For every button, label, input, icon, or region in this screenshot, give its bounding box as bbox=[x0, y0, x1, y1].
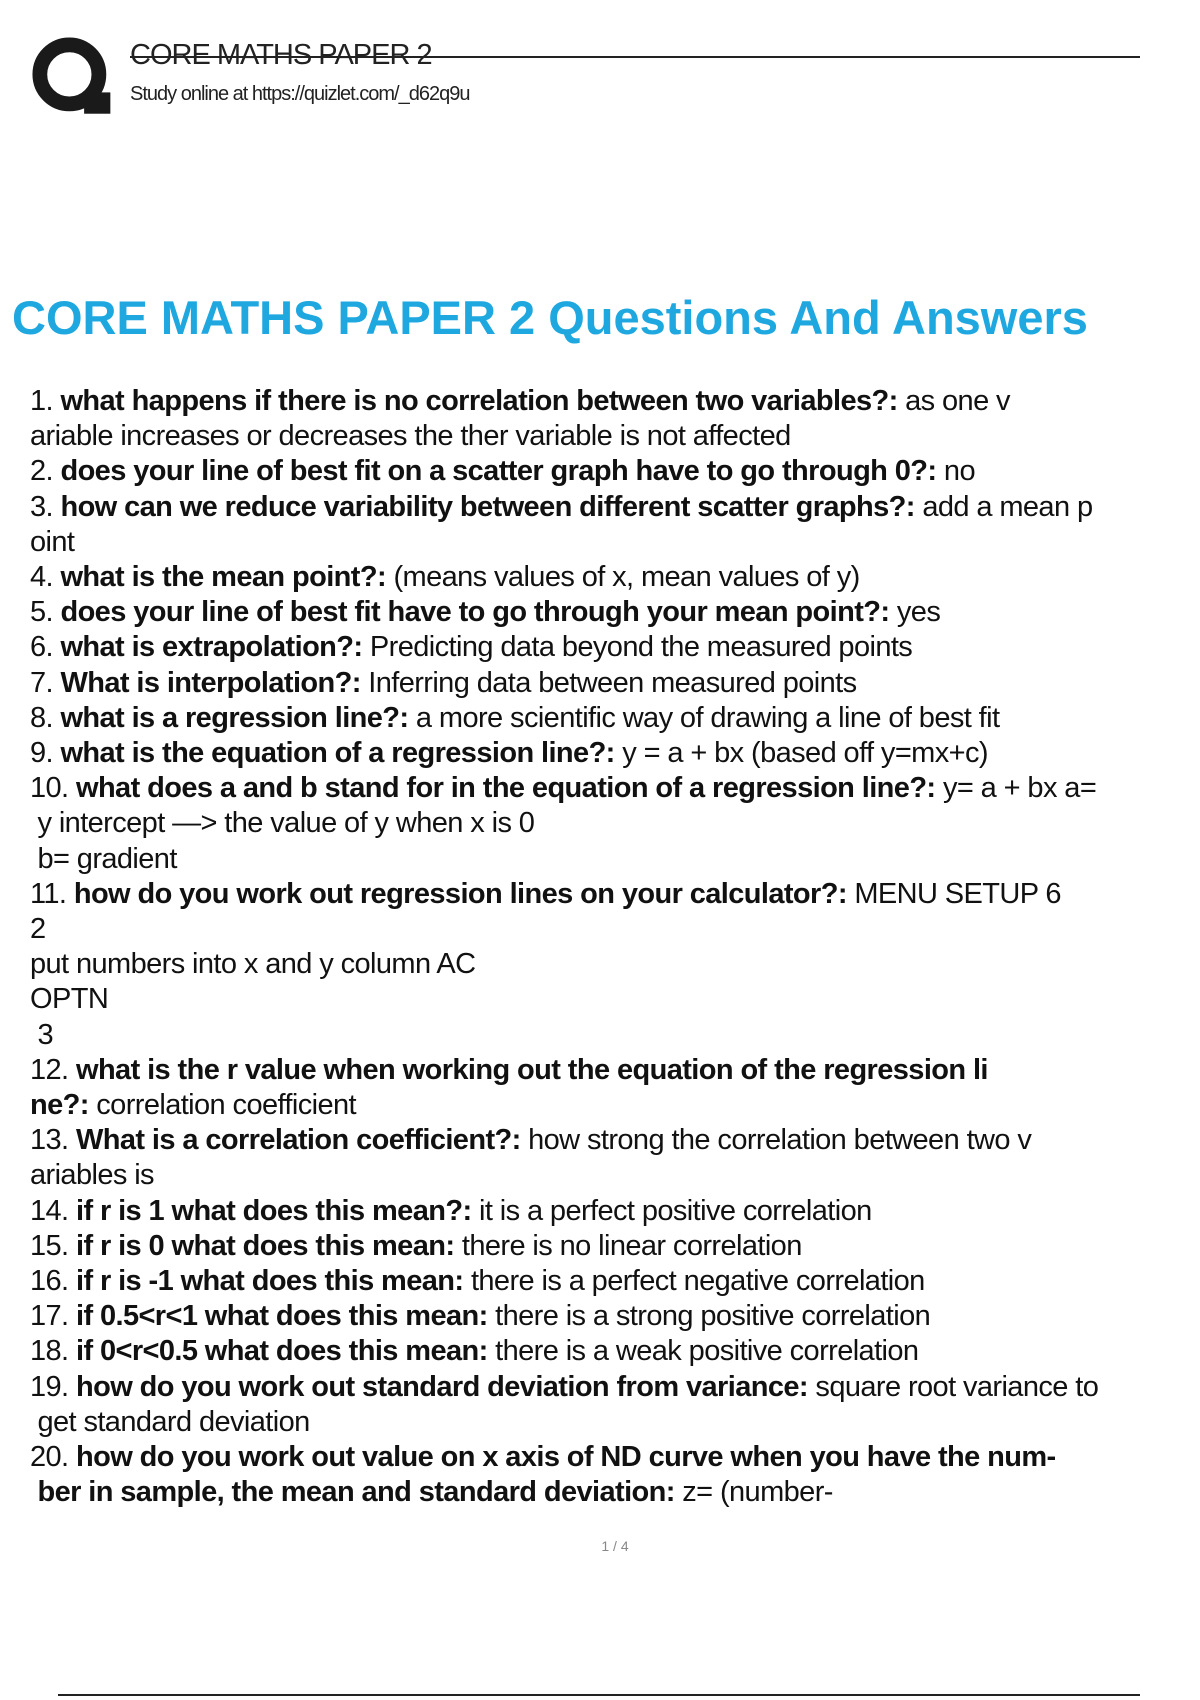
header-title: CORE MATHS PAPER 2 bbox=[130, 39, 432, 71]
question-text: what is the equation of a regression line?: bbox=[60, 737, 615, 770]
question-text: what happens if there is no correlation between two variables?: bbox=[60, 385, 898, 417]
item-number: 15. bbox=[30, 1229, 76, 1262]
item-number: 16. bbox=[30, 1265, 76, 1298]
footer-divider bbox=[58, 1694, 1140, 1696]
question-answer-list bbox=[30, 384, 1200, 1511]
question-text: what is extrapolation?: bbox=[60, 631, 363, 664]
answer-text: no bbox=[936, 455, 975, 488]
qa-item bbox=[30, 454, 1200, 489]
item-number: 20. bbox=[30, 1441, 76, 1474]
answer-text: a more scientific way of drawing a line of best fit bbox=[408, 701, 1000, 734]
question-text: if 0.5<r<1 what does this mean: bbox=[75, 1300, 488, 1333]
question-text: how do you work out value on x axis of ND curve when you have the num- ber in sample, the mean and standard deviation: bbox=[37, 1441, 1056, 1509]
item-number: 9. bbox=[30, 737, 61, 770]
answer-text: y= a + bx a= y intercept —> the value of y when x is 0 b= gradient bbox=[37, 772, 1097, 875]
qa-item bbox=[30, 490, 1200, 560]
quizlet-q-logo-icon bbox=[30, 35, 112, 117]
item-number: 17. bbox=[30, 1300, 76, 1333]
qa-item bbox=[30, 1440, 1200, 1510]
qa-item bbox=[30, 1370, 1200, 1440]
item-number: 12. bbox=[30, 1053, 76, 1086]
page-header bbox=[30, 30, 1140, 120]
question-text: what does a and b stand for in the equation of a regression line?: bbox=[75, 772, 936, 805]
item-number: 2. bbox=[30, 455, 61, 488]
item-number: 4. bbox=[30, 561, 61, 594]
answer-text: z= (number- bbox=[674, 1476, 833, 1509]
item-number: 10. bbox=[30, 772, 76, 805]
item-number: 5. bbox=[30, 596, 61, 629]
qa-item bbox=[30, 771, 1200, 877]
answer-text: (means values of x, mean values of y) bbox=[386, 561, 860, 594]
qa-item bbox=[30, 384, 1200, 454]
item-number: 6. bbox=[30, 631, 61, 664]
item-number: 1. bbox=[30, 385, 61, 417]
answer-text: there is a strong positive correlation bbox=[487, 1300, 931, 1333]
qa-item bbox=[30, 1053, 1200, 1123]
item-number: 11. bbox=[30, 877, 74, 910]
answer-text: MENU SETUP 6 2 put numbers into x and y column AC OPTN 3 bbox=[30, 877, 1061, 1051]
question-text: What is interpolation?: bbox=[60, 666, 361, 699]
question-text: what is the mean point?: bbox=[60, 561, 387, 594]
qa-item bbox=[30, 560, 1200, 595]
answer-text: Predicting data beyond the measured points bbox=[362, 631, 913, 664]
qa-item bbox=[30, 1264, 1200, 1299]
answer-text: how strong the correlation between two v ariables is bbox=[30, 1124, 1032, 1192]
qa-item bbox=[30, 877, 1200, 1053]
question-text: if r is 1 what does this mean?: bbox=[75, 1194, 472, 1227]
item-number: 8. bbox=[30, 701, 61, 734]
answer-text: Inferring data between measured points bbox=[360, 666, 857, 699]
qa-item bbox=[30, 666, 1200, 701]
question-text: does your line of best fit on a scatter graph have to go through 0?: bbox=[60, 455, 937, 488]
answer-text: there is a weak positive correlation bbox=[487, 1335, 919, 1368]
item-number: 18. bbox=[30, 1335, 76, 1368]
qa-item bbox=[30, 630, 1200, 665]
question-text: if r is -1 what does this mean: bbox=[75, 1265, 464, 1298]
item-number: 14. bbox=[30, 1194, 76, 1227]
page-number: 1 / 4 bbox=[601, 1538, 629, 1554]
answer-text: correlation coefficient bbox=[88, 1089, 356, 1122]
question-text: how do you work out standard deviation from variance: bbox=[75, 1370, 808, 1403]
study-online-link[interactable]: Study online at https://quizlet.com/_d62q9u bbox=[130, 83, 470, 105]
answer-text: yes bbox=[889, 596, 941, 629]
answer-text: as one v ariable increases or decreases the ther variable is not affected bbox=[30, 385, 1010, 453]
item-number: 19. bbox=[30, 1370, 76, 1403]
item-number: 3. bbox=[30, 490, 61, 523]
qa-item bbox=[30, 595, 1200, 630]
qa-item bbox=[30, 1194, 1200, 1229]
answer-text: there is no linear correlation bbox=[454, 1229, 802, 1262]
qa-item bbox=[30, 701, 1200, 736]
question-text: if 0<r<0.5 what does this mean: bbox=[75, 1335, 488, 1368]
answer-text: y = a + bx (based off y=mx+c) bbox=[614, 737, 988, 770]
answer-text: there is a perfect negative correlation bbox=[463, 1265, 925, 1298]
question-text: does your line of best fit have to go through your mean point?: bbox=[60, 596, 890, 629]
question-text: what is the r value when working out the equation of the regression li ne?: bbox=[30, 1053, 988, 1122]
document-title: CORE MATHS PAPER 2 Questions And Answers bbox=[12, 291, 1088, 344]
qa-item bbox=[30, 736, 1200, 771]
answer-text: it is a perfect positive correlation bbox=[471, 1194, 872, 1227]
question-text: how can we reduce variability between different scatter graphs?: bbox=[60, 490, 915, 523]
qa-item bbox=[30, 1123, 1200, 1193]
qa-item bbox=[30, 1299, 1200, 1334]
question-text: What is a correlation coefficient?: bbox=[75, 1124, 521, 1157]
question-text: what is a regression line?: bbox=[60, 701, 409, 734]
item-number: 7. bbox=[30, 666, 61, 699]
item-number: 13. bbox=[30, 1124, 76, 1157]
answer-text: add a mean p oint bbox=[30, 490, 1093, 558]
qa-item bbox=[30, 1334, 1200, 1369]
qa-item bbox=[30, 1229, 1200, 1264]
question-text: how do you work out regression lines on your calculator?: bbox=[73, 877, 847, 910]
question-text: if r is 0 what does this mean: bbox=[75, 1229, 455, 1262]
answer-text: square root variance to get standard deviation bbox=[37, 1370, 1099, 1438]
